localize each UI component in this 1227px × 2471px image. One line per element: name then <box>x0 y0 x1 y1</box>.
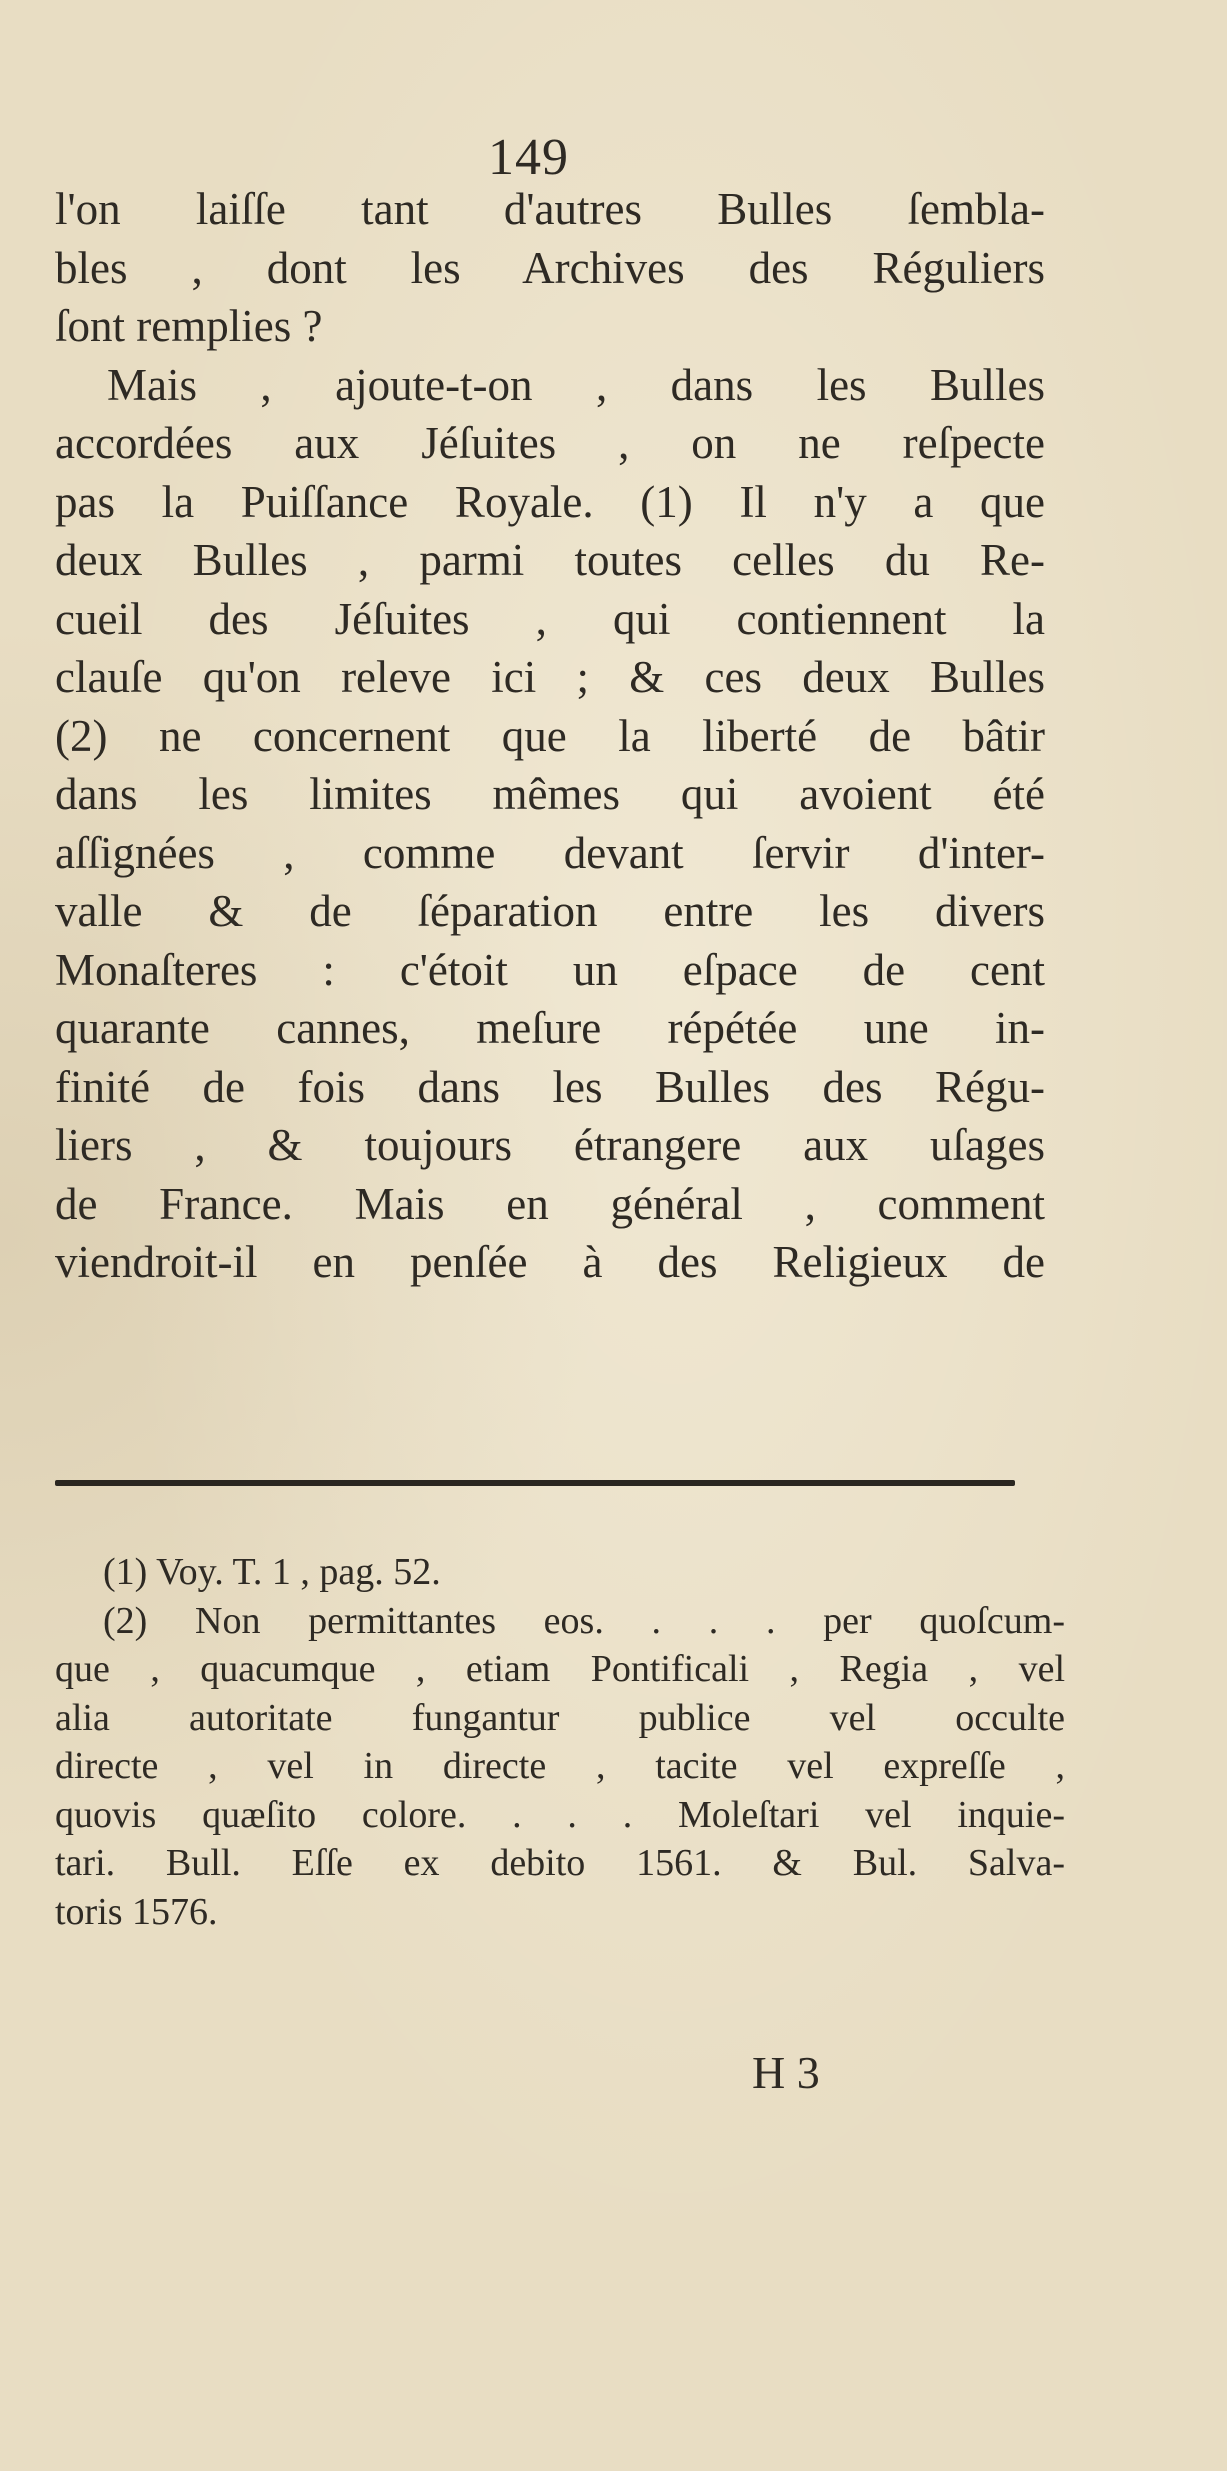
text-line-14: Monaſteres : c'étoit un eſpace de cent <box>55 944 1045 995</box>
footnote-2-line-2: que , quacumque , etiam Pontificali , Regia , vel <box>55 1648 1065 1690</box>
text-line-13: valle & de ſéparation entre les divers <box>55 886 1045 936</box>
footnote-2-line-4: directe , vel in directe , tacite vel expreſſe , <box>55 1745 1065 1787</box>
text-line-5: accordées aux Jéſuites , on ne reſpecte <box>55 418 1045 468</box>
text-line-6: pas la Puiſſance Royale. (1) Il n'y a que <box>55 476 1045 527</box>
text-line-1: l'on laiſſe tant d'autres Bulles ſembla- <box>55 184 1045 234</box>
text-line-15: quarante cannes, meſure répétée une in- <box>55 1003 1045 1053</box>
footnote-2-line-7: toris 1576. <box>55 1890 218 1933</box>
text-line-18: de France. Mais en général , comment <box>55 1178 1045 1229</box>
text-line-8: cueil des Jéſuites , qui contiennent la <box>55 593 1045 644</box>
text-line-3: ſont remplies ? <box>55 301 323 351</box>
footnote-2-line-5: quovis quæſito colore. . . . Moleſtari vel inquie- <box>55 1793 1065 1836</box>
footnote-2-line-1: (2) Non permittantes eos. . . . per quoſcum- <box>103 1599 1065 1642</box>
footnote-divider <box>55 1480 1015 1486</box>
text-line-12: aſſignées , comme devant ſervir d'inter- <box>55 827 1045 878</box>
text-line-4: Mais , ajoute-t-on , dans les Bulles <box>107 359 1045 410</box>
text-line-17: liers , & toujours étrangere aux uſages <box>55 1120 1045 1170</box>
footnote-1: (1) Voy. T. 1 , pag. 52. <box>103 1551 441 1593</box>
footnote-2-line-3: alia autoritate fungantur publice vel occulte <box>55 1696 1065 1739</box>
page-number: 149 <box>488 129 569 186</box>
text-line-19: viendroit-il en penſée à des Religieux de <box>55 1237 1045 1287</box>
text-line-7: deux Bulles , parmi toutes celles du Re- <box>55 535 1045 585</box>
signature-mark: H 3 <box>752 2047 820 2098</box>
text-line-9: clauſe qu'on releve ici ; & ces deux Bulles <box>55 652 1045 702</box>
text-line-11: dans les limites mêmes qui avoient été <box>55 769 1045 819</box>
footnotes <box>55 1548 1065 1936</box>
footnote-2-line-6: tari. Bull. Eſſe ex debito 1561. & Bul. Salva- <box>55 1842 1065 1884</box>
text-line-16: finité de fois dans les Bulles des Régu- <box>55 1061 1045 1112</box>
text-line-2: bles , dont les Archives des Réguliers <box>55 242 1045 293</box>
text-line-10: (2) ne concernent que la liberté de bâtir <box>55 710 1045 761</box>
main-text <box>55 180 1045 1292</box>
